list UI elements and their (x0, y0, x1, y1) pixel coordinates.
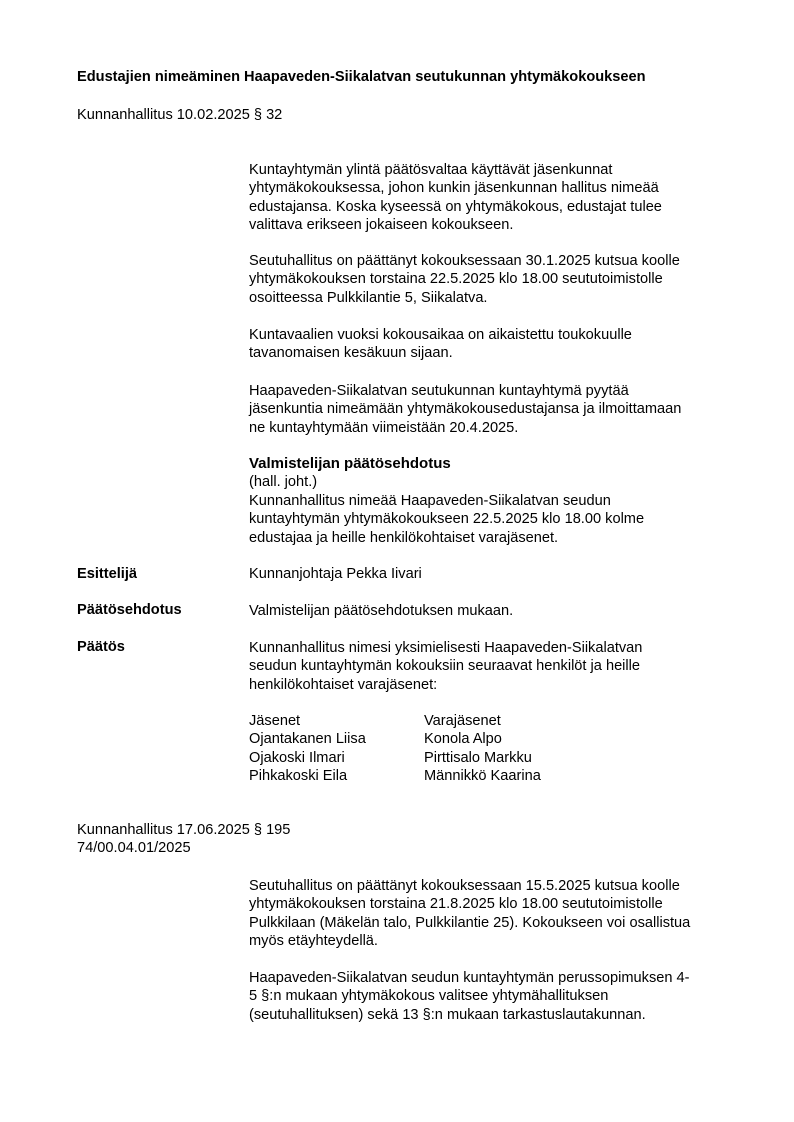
paragraph-meeting-call-2 (249, 877, 749, 951)
table-cell-deputy: Konola Alpo (424, 731, 502, 747)
table-cell-member: Ojantakanen Liisa (249, 731, 366, 747)
text-line: Haapaveden-Siikalatvan seutukunnan kuntayhtymä pyytää (249, 383, 629, 399)
text-line: jäsenkuntia nimeämään yhtymäkokousedustajansa ja ilmoittamaan (249, 401, 682, 418)
meeting-reference-1: Kunnanhallitus 10.02.2025 § 32 (77, 107, 283, 123)
paragraph-background (249, 161, 749, 235)
meeting-reference-2: Kunnanhallitus 17.06.2025 § 195 (77, 822, 291, 838)
table-cell-member: Ojakoski Ilmari (249, 750, 345, 766)
text-line: myös etäyhteydellä. (249, 933, 378, 950)
text-line: yhtymäkokouksen torstaina 22.5.2025 klo 18.00 seututoimistolle (249, 271, 663, 288)
text-line: Kunnanhallitus nimeää Haapaveden-Siikalatvan seudun (249, 492, 611, 509)
table-cell-member: Pihkakoski Eila (249, 768, 348, 784)
text-line: Haapaveden-Siikalatvan seudun kuntayhtymän perussopimuksen 4- (249, 970, 690, 986)
table-cell-deputy: Pirttisalo Markku (424, 750, 532, 766)
text-line: henkilökohtaiset varajäsenet: (249, 676, 438, 693)
text-line: yhtymäkokouksessa, johon kunkin jäsenkunnan hallitus nimeää (249, 180, 659, 197)
table-cell-deputy: Männikkö Kaarina (424, 768, 541, 784)
paragraph-request (249, 382, 749, 437)
text-line: yhtymäkokouksen torstaina 21.8.2025 klo 18.00 seututoimistolle (249, 896, 663, 913)
text-line: Seutuhallitus on päättänyt kokouksessaan 15.5.2025 kutsua koolle (249, 878, 680, 894)
text-line: edustajansa. Koska kyseessä on yhtymäkokous, edustajat tulee (249, 198, 662, 215)
presenter-label: Esittelijä (77, 566, 138, 582)
text-line: osoitteessa Pulkkilantie 5, Siikalatva. (249, 289, 488, 306)
document-title: Edustajien nimeäminen Haapaveden-Siikalatvan seutukunnan yhtymäkokoukseen (77, 69, 646, 85)
text-line: tavanomaisen kesäkuun sijaan. (249, 345, 453, 362)
decision-proposal-label: Päätösehdotus (77, 602, 182, 618)
text-line: 5 §:n mukaan yhtymäkokous valitsee yhtymähallituksen (249, 988, 609, 1005)
text-line: edustajaa ja heille henkilökohtaiset varajäsenet. (249, 529, 559, 546)
text-line: Kuntayhtymän ylintä päätösvaltaa käyttävät jäsenkunnat (249, 162, 613, 178)
table-header-members: Jäsenet (249, 713, 301, 729)
text-line: Kuntavaalien vuoksi kokousaikaa on aikaistettu toukokuulle (249, 327, 632, 343)
text-line: Seutuhallitus on päättänyt kokouksessaan 30.1.2025 kutsua koolle (249, 253, 680, 269)
decision-label: Päätös (77, 639, 125, 655)
proposal-heading: Valmistelijan päätösehdotus (249, 455, 451, 472)
decision-proposal-value: Valmistelijan päätösehdotuksen mukaan. (249, 603, 514, 619)
text-line: (seutuhallituksen) sekä 13 §:n mukaan tarkastuslautakunnan. (249, 1006, 646, 1023)
text-line: kuntayhtymän yhtymäkokoukseen 22.5.2025 klo 18.00 kolme (249, 511, 645, 528)
text-line: valittava erikseen jokaiseen kokoukseen. (249, 217, 514, 234)
text-line: seudun kuntayhtymän kokouksiin seuraavat henkilöt ja heille (249, 658, 641, 675)
presenter-value: Kunnanjohtaja Pekka Iivari (249, 566, 422, 582)
text-line: (hall. joht.) (249, 474, 318, 491)
decision-text (249, 639, 749, 694)
preparer-proposal (249, 455, 749, 547)
record-number: 74/00.04.01/2025 (77, 840, 191, 856)
text-line: ne kuntayhtymään viimeistään 20.4.2025. (249, 419, 519, 436)
table-header-deputies: Varajäsenet (424, 713, 501, 729)
paragraph-election-note (249, 326, 749, 363)
text-line: Kunnanhallitus nimesi yksimielisesti Haapaveden-Siikalatvan (249, 640, 643, 656)
paragraph-agreement (249, 969, 749, 1024)
text-line: Pulkkilaan (Mäkelän talo, Pulkkilantie 25). Kokoukseen voi osallistua (249, 914, 691, 931)
paragraph-meeting-call (249, 252, 749, 307)
